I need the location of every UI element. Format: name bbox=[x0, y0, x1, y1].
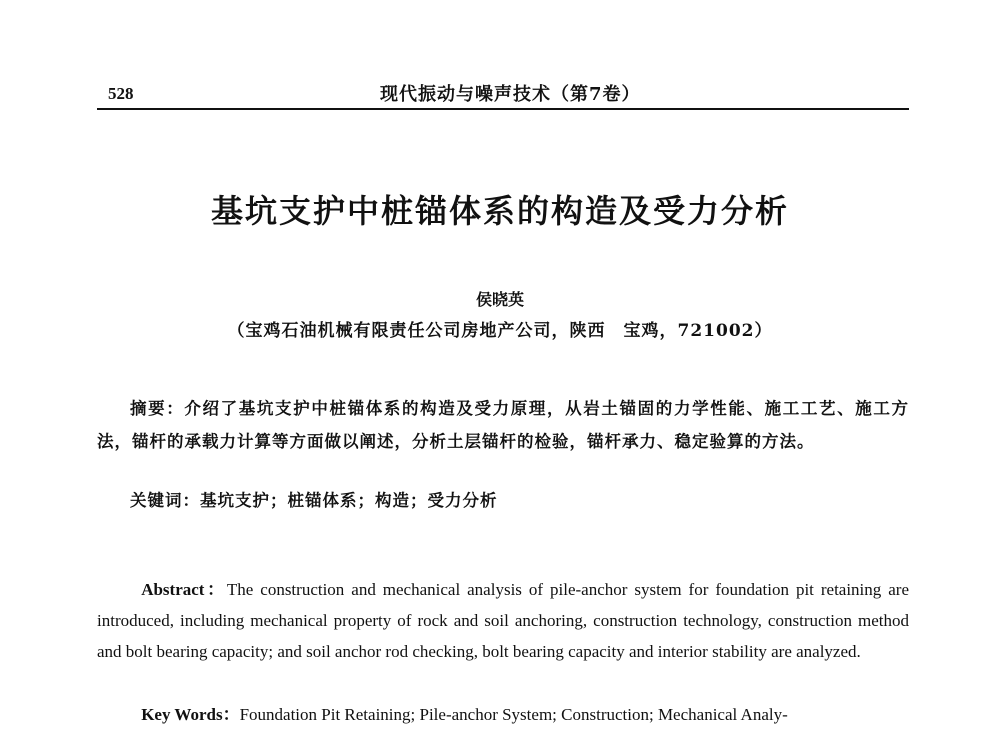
keywords-zh-text: 基坑支护；桩锚体系；构造；受力分析 bbox=[200, 491, 498, 510]
abstract-zh-label: 摘要： bbox=[130, 399, 185, 418]
keywords-en bbox=[97, 699, 909, 730]
abstract-en-label: Abstract： bbox=[141, 580, 227, 599]
abstract-zh-text: 介绍了基坑支护中桩锚体系的构造及受力原理，从岩土锚固的力学性能、施工工艺、施工方法，锚杆的承载力计算等方面做以阐述，分析土层锚杆的检验，锚杆承力、稳定验算的方法。 bbox=[97, 399, 910, 451]
journal-title: 现代振动与噪声技术（第7卷） bbox=[380, 84, 641, 105]
author-affiliation: （宝鸡石油机械有限责任公司房地产公司，陕西 宝鸡，721002） bbox=[227, 321, 773, 341]
abstract-zh bbox=[97, 392, 909, 458]
abstract-en-text: The construction and mechanical analysis of pile-anchor system for foundation pit retaining are introduced, including mechanical property of rock and soil anchoring, construction technology, construction method and bolt bearing capacity; and soil anchor rod checking, bolt bearing capacity and interior stability are analyzed. bbox=[97, 580, 909, 661]
abstract-en bbox=[97, 574, 909, 667]
header-rule bbox=[97, 108, 909, 110]
keywords-en-text: Foundation Pit Retaining; Pile-anchor System; Construction; Mechanical Analy- bbox=[239, 705, 788, 724]
keywords-zh-label: 关键词： bbox=[130, 491, 200, 510]
author-name: 侯晓英 bbox=[475, 290, 524, 309]
paper-title: 基坑支护中桩锚体系的构造及受力分析 bbox=[210, 192, 789, 230]
keywords-en-label: Key Words： bbox=[141, 705, 240, 724]
page-number: 528 bbox=[108, 84, 134, 103]
keywords-zh bbox=[97, 484, 909, 517]
